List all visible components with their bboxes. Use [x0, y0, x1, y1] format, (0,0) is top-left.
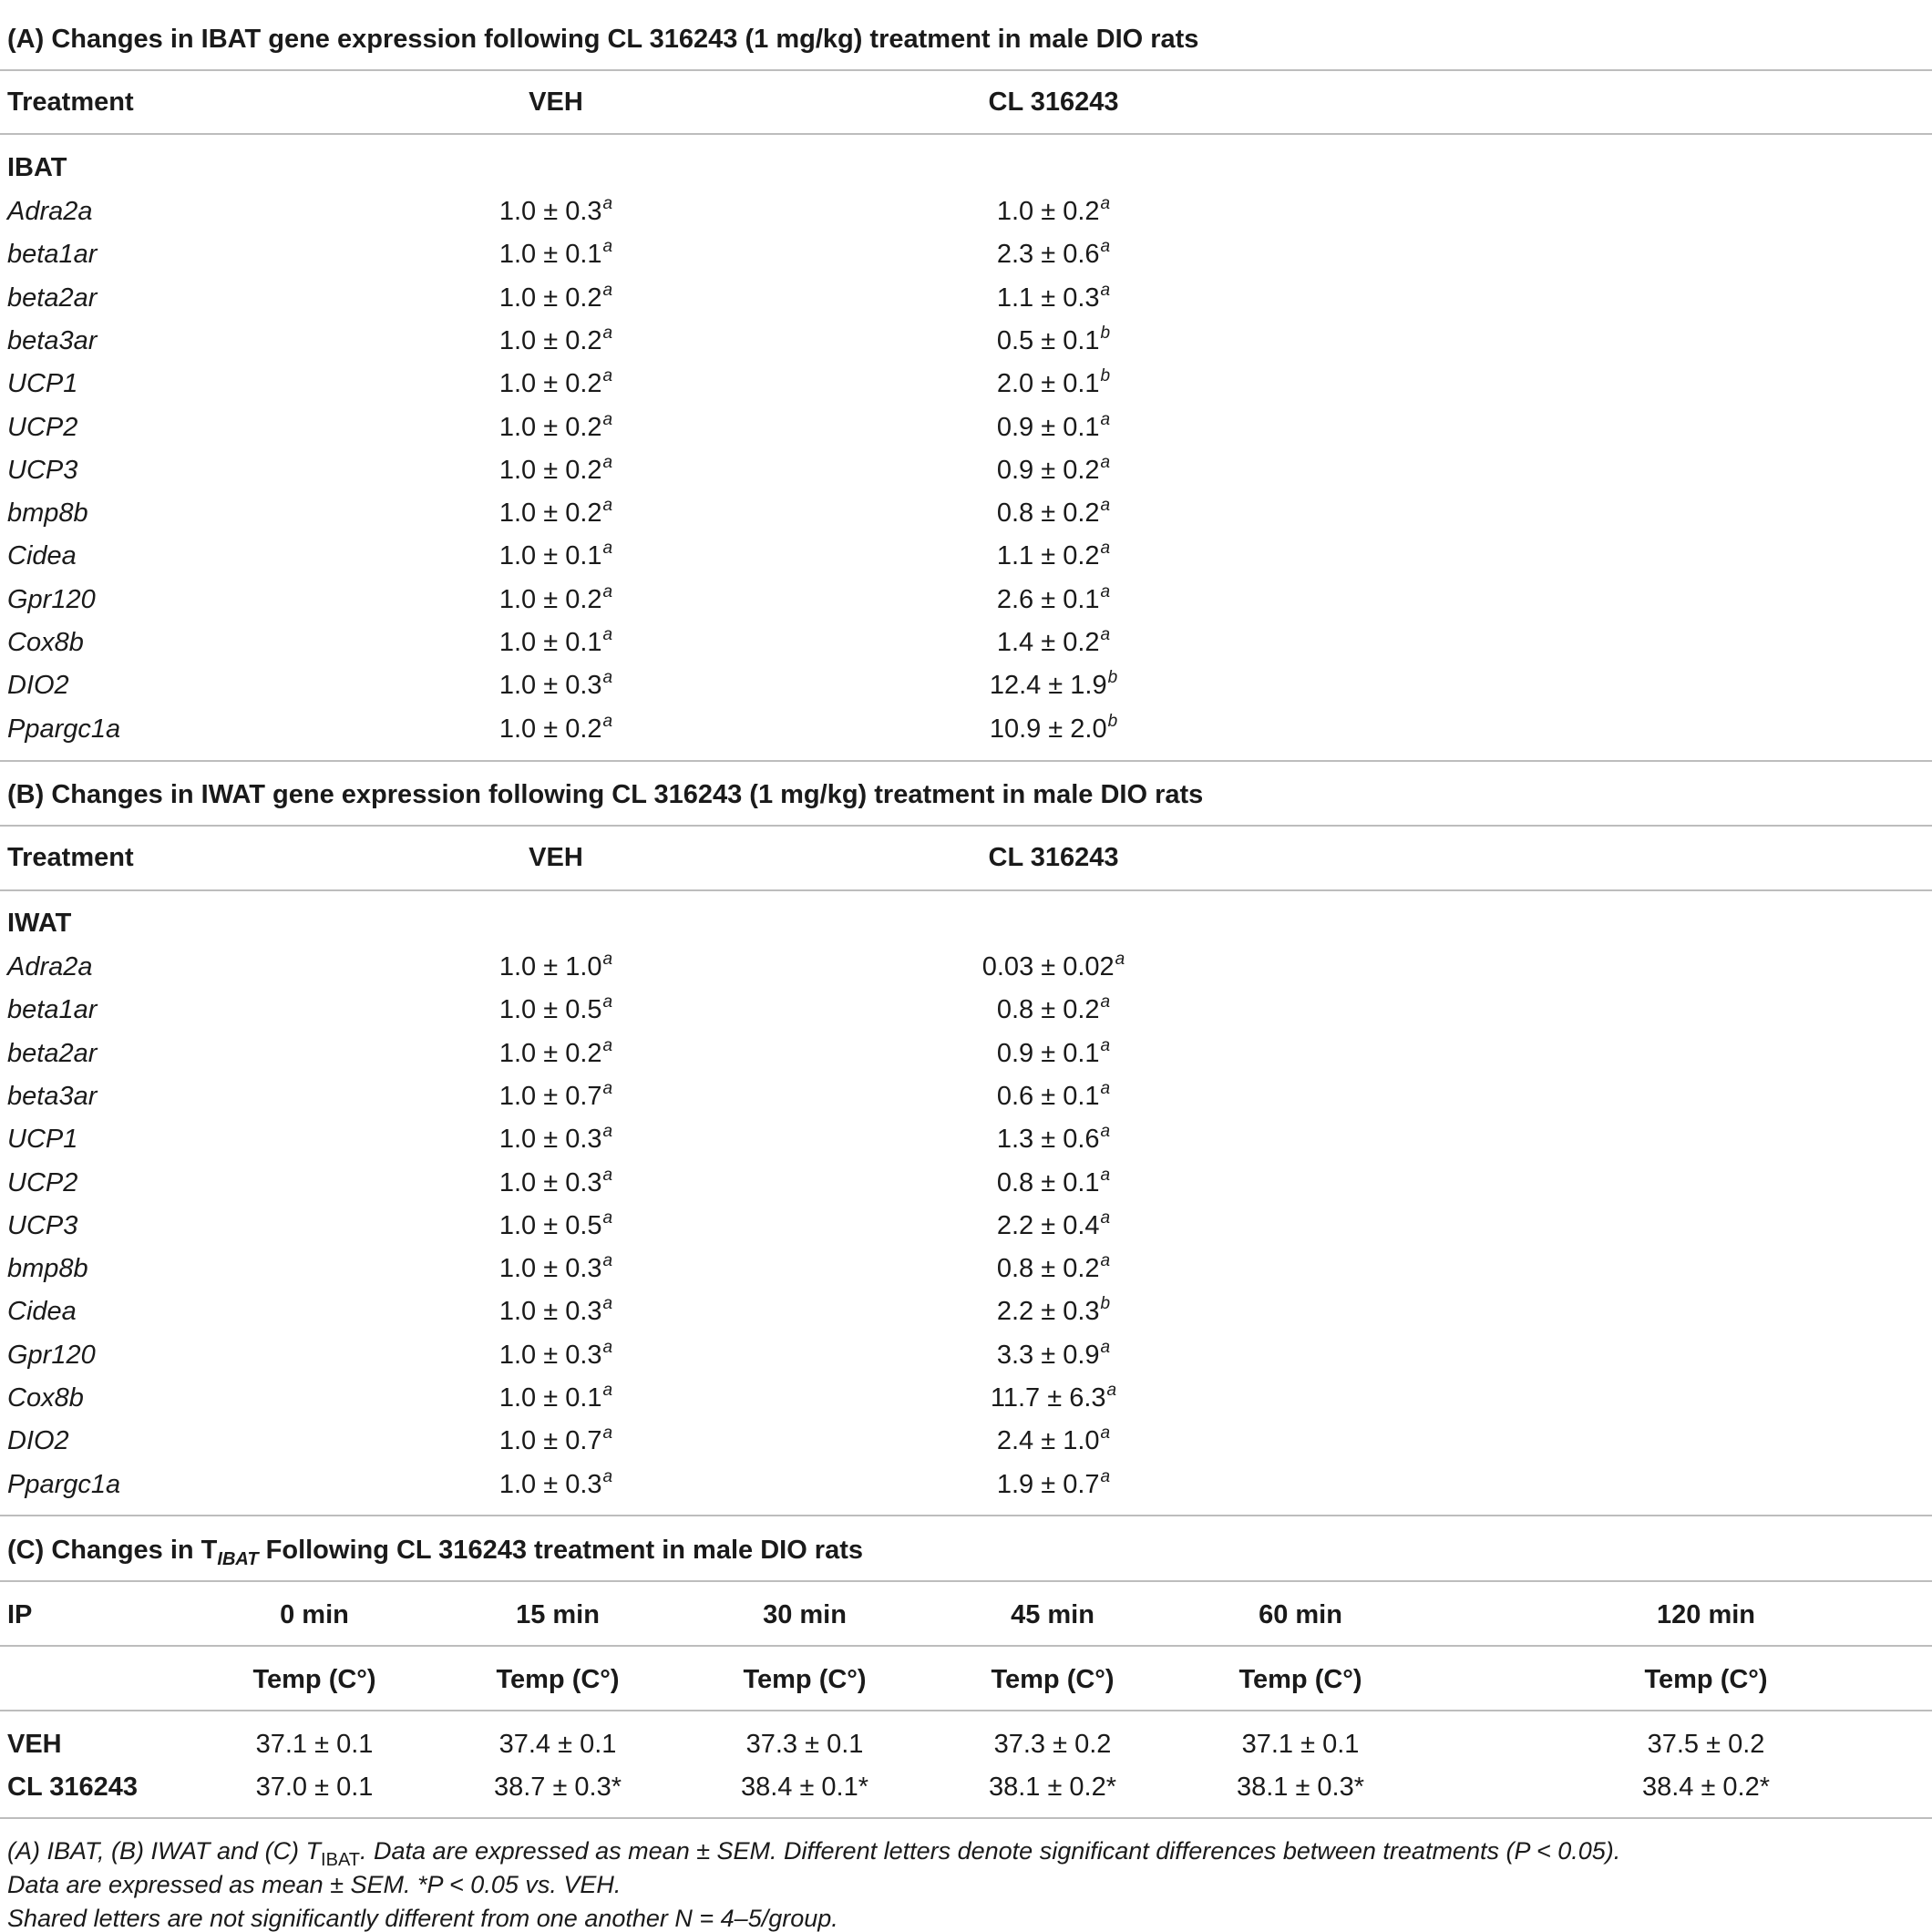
cl-value-cell [996, 410, 1111, 442]
veh-value-cell [498, 539, 613, 570]
significance-letter: a [1100, 1338, 1111, 1357]
significance-letter: a [602, 1251, 613, 1270]
cl-value: 1.9 ± 0.7 [996, 1470, 1100, 1499]
panel-b-header-veh: VEH [529, 843, 583, 872]
time-header: 60 min [1259, 1600, 1342, 1629]
divider [0, 69, 1932, 71]
gene-name: Cox8b [7, 1383, 84, 1413]
cl-value-cell [990, 1381, 1117, 1413]
veh-value: 1.0 ± 0.3 [498, 1470, 602, 1499]
temp-unit-header: Temp (C°) [743, 1665, 867, 1694]
cl-value-cell [996, 1251, 1111, 1283]
veh-value: 1.0 ± 0.2 [498, 413, 602, 442]
row-label: CL 316243 [7, 1773, 138, 1802]
veh-value: 1.0 ± 0.2 [498, 714, 602, 744]
panel-c-title-sub: IBAT [217, 1549, 259, 1569]
row-label: VEH [7, 1730, 62, 1759]
veh-value-cell [498, 1423, 613, 1455]
significance-letter: a [1100, 1166, 1111, 1185]
significance-letter: a [602, 496, 613, 515]
gene-name: UCP2 [7, 413, 78, 442]
significance-letter: a [602, 1338, 613, 1357]
cl-value-cell [996, 453, 1111, 485]
significance-letter: a [602, 1381, 613, 1400]
significance-letter: a [1100, 1251, 1111, 1270]
veh-value-cell [498, 496, 613, 528]
veh-value: 1.0 ± 0.3 [498, 1168, 602, 1197]
veh-value-cell [498, 712, 613, 744]
veh-value: 1.0 ± 0.3 [498, 197, 602, 226]
significance-letter: a [1100, 625, 1111, 644]
veh-value: 1.0 ± 0.2 [498, 283, 602, 313]
cl-value: 1.1 ± 0.2 [996, 541, 1100, 570]
significance-letter: a [1115, 950, 1125, 969]
divider [0, 1515, 1932, 1516]
significance-letter: a [1100, 410, 1111, 429]
significance-letter: a [1100, 992, 1111, 1012]
cl-value-cell [996, 1294, 1111, 1326]
significance-letter: a [602, 668, 613, 687]
veh-value-cell [498, 194, 613, 226]
gene-name: beta1ar [7, 240, 98, 269]
significance-letter: a [1100, 1467, 1111, 1486]
gene-name: DIO2 [7, 671, 69, 700]
significance-letter: a [1100, 237, 1111, 256]
footnote-1-post: . Data are expressed as mean ± SEM. Different letters denote significant differences between treatments (P < 0.05). [360, 1837, 1621, 1865]
time-header: 30 min [763, 1600, 847, 1629]
significance-letter: a [602, 1208, 613, 1228]
significance-letter: a [602, 539, 613, 558]
veh-value-cell [498, 453, 613, 485]
veh-value-cell [498, 410, 613, 442]
panel-c-title [7, 1536, 864, 1569]
cl-value-cell [996, 539, 1111, 570]
significance-letter: a [602, 1122, 613, 1141]
panel-c-title-pre: (C) Changes in T [7, 1536, 218, 1565]
cl-value-cell [996, 324, 1111, 355]
veh-value-cell [498, 1208, 613, 1240]
gene-name: beta3ar [7, 1082, 98, 1111]
cl-value: 10.9 ± 2.0 [989, 714, 1107, 744]
veh-value-cell [498, 366, 613, 398]
cl-value: 0.9 ± 0.2 [996, 456, 1100, 485]
gene-name: Gpr120 [7, 1341, 96, 1370]
cl-value-cell [996, 194, 1111, 226]
cl-value-cell [996, 582, 1111, 614]
significance-letter: a [602, 1423, 613, 1443]
temp-value: 38.4 ± 0.1* [740, 1773, 869, 1802]
gene-name: Cidea [7, 541, 77, 570]
significance-letter: a [1100, 1079, 1111, 1098]
cl-value-cell [981, 950, 1125, 981]
significance-letter: a [602, 625, 613, 644]
gene-name: UCP3 [7, 1211, 78, 1240]
significance-letter: a [602, 1079, 613, 1098]
gene-name: beta3ar [7, 326, 98, 355]
veh-value: 1.0 ± 0.2 [498, 1039, 602, 1068]
veh-value-cell [498, 625, 613, 657]
gene-name: Gpr120 [7, 585, 96, 614]
temp-value: 38.7 ± 0.3* [493, 1773, 622, 1802]
significance-letter: a [602, 324, 613, 343]
temp-value: 37.5 ± 0.2 [1647, 1730, 1765, 1759]
significance-letter: a [602, 992, 613, 1012]
cl-value: 0.9 ± 0.1 [996, 1039, 1100, 1068]
panel-c-title-post: Following CL 316243 treatment in male DIO rats [258, 1536, 864, 1565]
cl-value-cell [996, 992, 1111, 1024]
veh-value-cell [498, 992, 613, 1024]
veh-value-cell [498, 1338, 613, 1370]
veh-value: 1.0 ± 0.2 [498, 326, 602, 355]
panel-b-header-treatment: Treatment [7, 843, 134, 872]
significance-letter: a [602, 453, 613, 472]
veh-value: 1.0 ± 0.3 [498, 671, 602, 700]
veh-value-cell [498, 1467, 613, 1499]
significance-letter: a [602, 410, 613, 429]
cl-value: 0.5 ± 0.1 [996, 326, 1100, 355]
significance-letter: a [1100, 194, 1111, 213]
gene-name: Ppargc1a [7, 1470, 121, 1499]
divider [0, 1710, 1932, 1711]
cl-value: 0.8 ± 0.2 [996, 995, 1100, 1024]
cl-value-cell [996, 1423, 1111, 1455]
veh-value: 1.0 ± 0.2 [498, 585, 602, 614]
temp-value: 37.1 ± 0.1 [1241, 1730, 1360, 1759]
significance-letter: a [602, 712, 613, 731]
veh-value: 1.0 ± 0.1 [498, 628, 602, 657]
time-header: 0 min [280, 1600, 349, 1629]
cl-value: 0.8 ± 0.1 [996, 1168, 1100, 1197]
veh-value: 1.0 ± 0.5 [498, 995, 602, 1024]
significance-letter: a [602, 366, 613, 385]
gene-name: Cox8b [7, 628, 84, 657]
gene-name: DIO2 [7, 1426, 69, 1455]
cl-value: 0.8 ± 0.2 [996, 1254, 1100, 1283]
divider [0, 133, 1932, 135]
cl-value: 3.3 ± 0.9 [996, 1341, 1100, 1370]
cl-value: 1.4 ± 0.2 [996, 628, 1100, 657]
gene-name: Cidea [7, 1297, 77, 1326]
veh-value-cell [498, 1079, 613, 1111]
temp-value: 38.1 ± 0.2* [988, 1773, 1117, 1802]
cl-value-cell [996, 496, 1111, 528]
cl-value-cell [996, 1208, 1111, 1240]
cl-value: 2.2 ± 0.4 [996, 1211, 1100, 1240]
veh-value: 1.0 ± 0.1 [498, 541, 602, 570]
cl-value-cell [996, 366, 1111, 398]
significance-letter: b [1100, 324, 1111, 343]
panel-a-header-treatment: Treatment [7, 87, 134, 117]
veh-value: 1.0 ± 0.3 [498, 1125, 602, 1154]
veh-value-cell [498, 281, 613, 313]
significance-letter: a [1100, 1423, 1111, 1443]
time-header: 15 min [516, 1600, 600, 1629]
cl-value: 2.2 ± 0.3 [996, 1297, 1100, 1326]
gene-name: UCP2 [7, 1168, 78, 1197]
significance-letter: b [1100, 1294, 1111, 1313]
footnote-line-1 [7, 1837, 1621, 1870]
gene-name: beta1ar [7, 995, 98, 1024]
significance-letter: a [1100, 1122, 1111, 1141]
footnote-line-2: Data are expressed as mean ± SEM. *P < 0.05 vs. VEH. [7, 1871, 622, 1898]
cl-value-cell [989, 668, 1118, 700]
panel-b-title: (B) Changes in IWAT gene expression following CL 316243 (1 mg/kg) treatment in male DIO rats [7, 780, 1204, 809]
cl-value: 2.6 ± 0.1 [996, 585, 1100, 614]
temp-unit-header: Temp (C°) [496, 1665, 620, 1694]
veh-value: 1.0 ± 1.0 [498, 952, 602, 981]
veh-value-cell [498, 324, 613, 355]
significance-letter: a [1100, 496, 1111, 515]
cl-value: 0.9 ± 0.1 [996, 413, 1100, 442]
veh-value: 1.0 ± 0.3 [498, 1297, 602, 1326]
cl-value-cell [996, 1079, 1111, 1111]
significance-letter: a [602, 950, 613, 969]
cl-value-cell [996, 1467, 1111, 1499]
temp-unit-header: Temp (C°) [252, 1665, 376, 1694]
significance-letter: a [1100, 281, 1111, 300]
veh-value-cell [498, 237, 613, 269]
footnote-1-sub: IBAT [321, 1850, 361, 1870]
panel-a-header-veh: VEH [529, 87, 583, 117]
panel-a-title: (A) Changes in IBAT gene expression following CL 316243 (1 mg/kg) treatment in male DIO rats [7, 25, 1199, 54]
cl-value: 2.3 ± 0.6 [996, 240, 1100, 269]
veh-value-cell [498, 1166, 613, 1197]
veh-value-cell [498, 950, 613, 981]
divider [0, 1580, 1932, 1582]
cl-value: 0.8 ± 0.2 [996, 498, 1100, 528]
veh-value-cell [498, 582, 613, 614]
cl-value: 0.03 ± 0.02 [981, 952, 1115, 981]
time-header: 45 min [1011, 1600, 1094, 1629]
gene-name: Adra2a [7, 952, 93, 981]
temp-value: 38.1 ± 0.3* [1236, 1773, 1365, 1802]
cl-value: 12.4 ± 1.9 [989, 671, 1107, 700]
veh-value: 1.0 ± 0.2 [498, 369, 602, 398]
gene-name: UCP3 [7, 456, 78, 485]
gene-name: beta2ar [7, 283, 98, 313]
significance-letter: a [602, 281, 613, 300]
gene-name: Ppargc1a [7, 714, 121, 744]
veh-value-cell [498, 668, 613, 700]
cl-value: 2.4 ± 1.0 [996, 1426, 1100, 1455]
temp-value: 38.4 ± 0.2* [1641, 1773, 1771, 1802]
significance-letter: a [1100, 1036, 1111, 1055]
temp-unit-header: Temp (C°) [1238, 1665, 1362, 1694]
veh-value: 1.0 ± 0.1 [498, 1383, 602, 1413]
veh-value-cell [498, 1122, 613, 1154]
temp-value: 37.3 ± 0.1 [745, 1730, 864, 1759]
veh-value: 1.0 ± 0.7 [498, 1082, 602, 1111]
cl-value: 0.6 ± 0.1 [996, 1082, 1100, 1111]
gene-name: Adra2a [7, 197, 93, 226]
cl-value-cell [996, 237, 1111, 269]
temp-value: 37.0 ± 0.1 [255, 1773, 374, 1802]
significance-letter: a [1100, 1208, 1111, 1228]
cl-value-cell [996, 625, 1111, 657]
significance-letter: a [1100, 582, 1111, 601]
cl-value: 1.1 ± 0.3 [996, 283, 1100, 313]
temp-unit-header: Temp (C°) [1644, 1665, 1768, 1694]
temp-unit-header: Temp (C°) [991, 1665, 1115, 1694]
cl-value-cell [996, 281, 1111, 313]
veh-value: 1.0 ± 0.3 [498, 1254, 602, 1283]
panel-b-header-cl: CL 316243 [988, 843, 1119, 872]
significance-letter: a [602, 194, 613, 213]
temp-value: 37.1 ± 0.1 [255, 1730, 374, 1759]
veh-value: 1.0 ± 0.5 [498, 1211, 602, 1240]
cl-value-cell [996, 1036, 1111, 1068]
footnote-1-pre: (A) IBAT, (B) IWAT and (C) T [7, 1837, 322, 1865]
significance-letter: a [602, 1294, 613, 1313]
significance-letter: b [1107, 668, 1118, 687]
cl-value: 2.0 ± 0.1 [996, 369, 1100, 398]
significance-letter: a [602, 1036, 613, 1055]
gene-name: UCP1 [7, 369, 78, 398]
gene-name: beta2ar [7, 1039, 98, 1068]
significance-letter: b [1100, 366, 1111, 385]
gene-name: UCP1 [7, 1125, 78, 1154]
divider [0, 1817, 1932, 1819]
cl-value: 1.0 ± 0.2 [996, 197, 1100, 226]
panel-a-header-cl: CL 316243 [988, 87, 1119, 117]
divider [0, 889, 1932, 891]
gene-name: bmp8b [7, 1254, 88, 1283]
significance-letter: b [1107, 712, 1118, 731]
panel-a-group-label: IBAT [7, 153, 67, 182]
veh-value-cell [498, 1381, 613, 1413]
cl-value-cell [989, 712, 1118, 744]
panel-b-group-label: IWAT [7, 909, 72, 938]
cl-value: 11.7 ± 6.3 [990, 1383, 1106, 1413]
significance-letter: a [602, 1166, 613, 1185]
veh-value-cell [498, 1251, 613, 1283]
footnote-line-3: Shared letters are not significantly different from one another N = 4–5/group. [7, 1905, 838, 1932]
veh-value: 1.0 ± 0.2 [498, 456, 602, 485]
veh-value-cell [498, 1036, 613, 1068]
divider [0, 825, 1932, 827]
time-header: 120 min [1657, 1600, 1755, 1629]
significance-letter: a [1106, 1381, 1117, 1400]
cl-value-cell [996, 1338, 1111, 1370]
cl-value-cell [996, 1122, 1111, 1154]
significance-letter: a [602, 582, 613, 601]
divider [0, 1645, 1932, 1647]
significance-letter: a [1100, 539, 1111, 558]
divider [0, 760, 1932, 762]
veh-value: 1.0 ± 0.7 [498, 1426, 602, 1455]
veh-value-cell [498, 1294, 613, 1326]
temp-value: 37.3 ± 0.2 [993, 1730, 1112, 1759]
panel-c-header-ip: IP [7, 1600, 33, 1629]
significance-letter: a [602, 237, 613, 256]
cl-value: 1.3 ± 0.6 [996, 1125, 1100, 1154]
veh-value: 1.0 ± 0.3 [498, 1341, 602, 1370]
veh-value: 1.0 ± 0.1 [498, 240, 602, 269]
gene-name: bmp8b [7, 498, 88, 528]
significance-letter: a [1100, 453, 1111, 472]
veh-value: 1.0 ± 0.2 [498, 498, 602, 528]
cl-value-cell [996, 1166, 1111, 1197]
significance-letter: a [602, 1467, 613, 1486]
temp-value: 37.4 ± 0.1 [498, 1730, 617, 1759]
